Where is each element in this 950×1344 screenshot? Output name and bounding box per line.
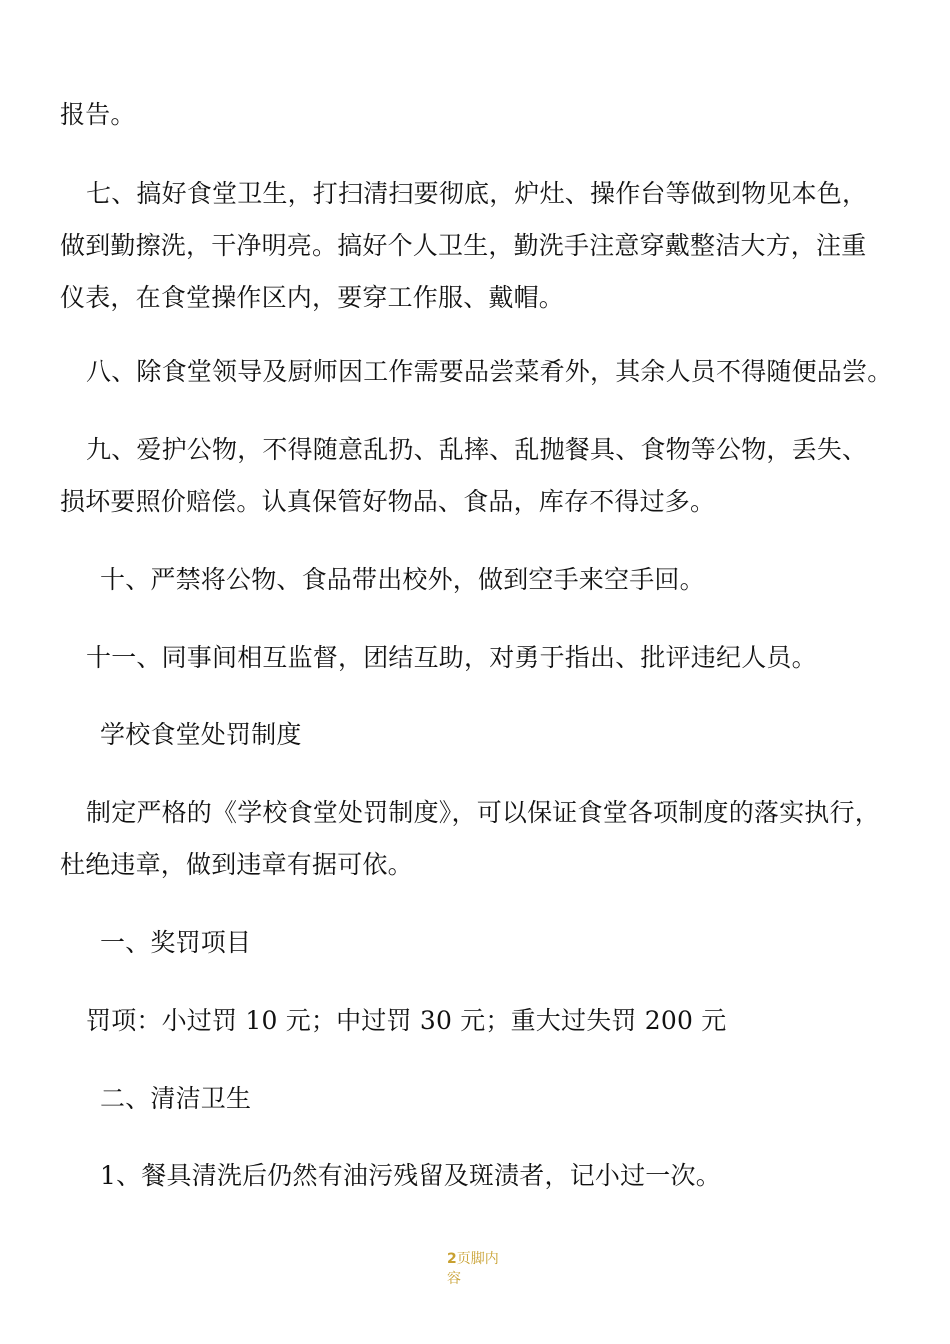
section-heading-penalty-system: 学校食堂处罚制度 [100, 720, 302, 749]
footer-label-line1: 页脚内 [456, 1251, 499, 1267]
page-number: 2 [447, 1251, 457, 1267]
text-line-item-11: 十一、同事间相互监督，团结互助，对勇于指出、批评违纪人员。 [86, 643, 817, 672]
subheading-cleaning-hygiene: 二、清洁卫生 [100, 1084, 252, 1113]
text-line-intro-b: 杜绝违章，做到违章有据可依。 [60, 850, 413, 879]
subheading-reward-penalty-items: 一、奖罚项目 [100, 928, 252, 957]
text-line-item-9-b: 损坏要照价赔偿。认真保管好物品、食品，库存不得过多。 [60, 487, 716, 516]
text-line-item-7-b: 做到勤擦洗，干净明亮。搞好个人卫生，勤洗手注意穿戴整洁大方，注重 [60, 231, 867, 260]
text-line-item-8: 八、除食堂领导及厨师因工作需要品尝菜肴外，其余人员不得随便品尝。 [86, 357, 893, 386]
footer-label-line2: 容 [447, 1271, 461, 1287]
text-line-intro-a: 制定严格的《学校食堂处罚制度》，可以保证食堂各项制度的落实执行， [86, 798, 880, 827]
text-line-item-7-a: 七、搞好食堂卫生，打扫清扫要彻底，炉灶、操作台等做到物见本色， [86, 179, 868, 208]
text-line-penalty-amounts: 罚项：小过罚 10 元；中过罚 30 元；重大过失罚 200 元 [86, 1006, 727, 1035]
page-footer [447, 1249, 517, 1289]
text-line-rule-1: 1、餐具清洗后仍然有油污残留及斑渍者，记小过一次。 [100, 1161, 721, 1190]
text-line-item-7-c: 仪表，在食堂操作区内，要穿工作服、戴帽。 [60, 283, 565, 312]
text-line-item-9-a: 九、爱护公物，不得随意乱扔、乱摔、乱抛餐具、食物等公物，丢失、 [86, 435, 868, 464]
text-line-report: 报告。 [60, 100, 136, 129]
text-line-item-10: 十、严禁将公物、食品带出校外，做到空手来空手回。 [100, 565, 705, 594]
